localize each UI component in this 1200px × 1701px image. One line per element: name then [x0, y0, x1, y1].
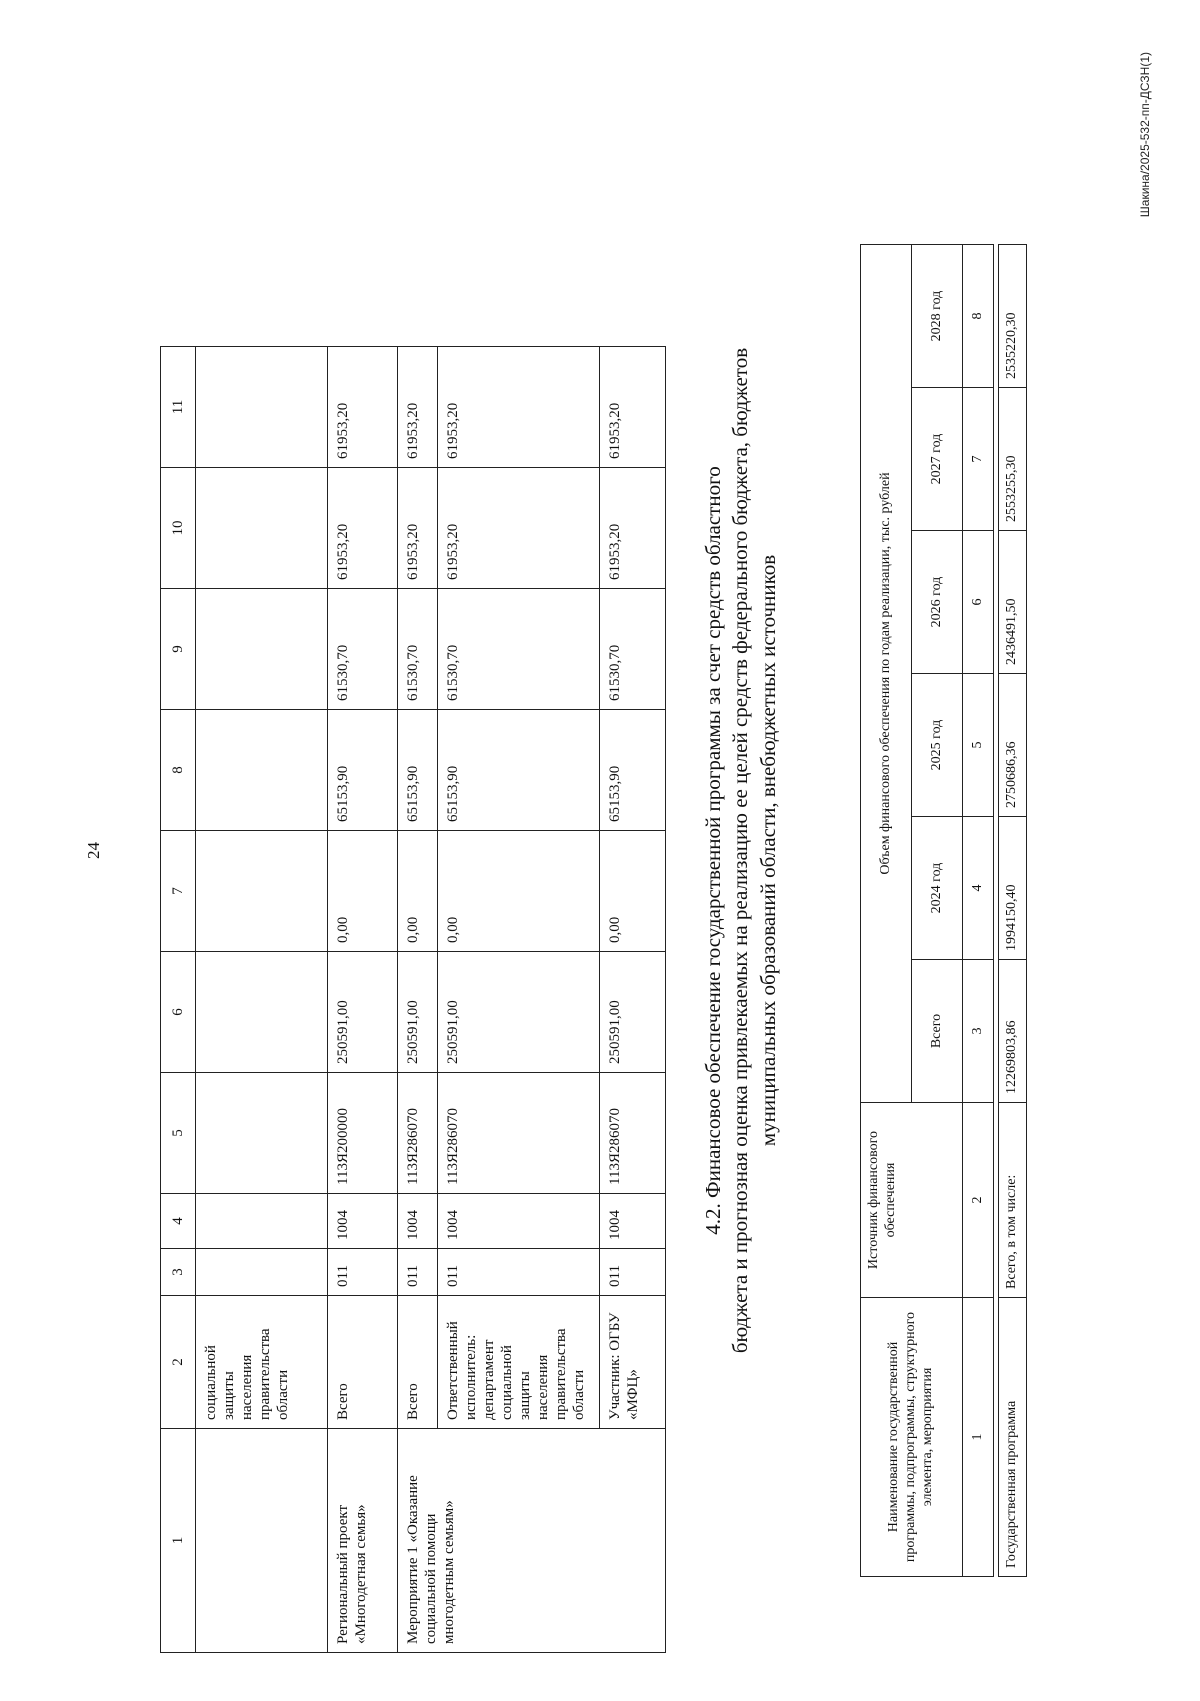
header-row: [861, 245, 912, 1577]
column-number: 3: [161, 1249, 196, 1296]
table-cell: 2750686,36: [999, 674, 1027, 817]
table-row: [328, 347, 398, 1653]
table-cell: 113Я200000: [328, 1073, 398, 1194]
table-cell: 2535220,30: [999, 245, 1027, 388]
header-name: Наименование государственной программы, подпрограммы, структурного элемента, мероприятия: [861, 1298, 963, 1577]
year-header: Всего: [912, 960, 963, 1103]
column-number-row: [963, 245, 994, 1577]
table-cell: 61953,20: [438, 468, 600, 589]
page-number: 24: [84, 842, 103, 859]
column-number: 4: [963, 817, 994, 960]
column-number: 2: [161, 1296, 196, 1429]
table-cell: 65153,90: [600, 710, 666, 831]
table-cell: 1994150,40: [999, 817, 1027, 960]
section-heading-line: бюджета и прогнозная оценка привлекаемых на реализацию ее целей средств федерального бюджета, бюджетов: [728, 347, 753, 1354]
table-cell: 011: [438, 1249, 600, 1296]
table-cell: 250591,00: [328, 952, 398, 1073]
table-cell: [196, 347, 328, 468]
table-cell: 61530,70: [600, 589, 666, 710]
table-cell: [196, 1194, 328, 1249]
table-cell: Всего, в том числе:: [999, 1103, 1027, 1298]
column-number: 3: [963, 960, 994, 1103]
table-row: [999, 245, 1027, 1577]
table-cell: 61953,20: [328, 347, 398, 468]
table-cell: 61530,70: [328, 589, 398, 710]
table-cell: Всего: [328, 1296, 398, 1429]
table-cell: 61953,20: [328, 468, 398, 589]
column-number: 4: [161, 1194, 196, 1249]
table-cell: [196, 710, 328, 831]
table-cell: 011: [328, 1249, 398, 1296]
column-number: 6: [963, 531, 994, 674]
table-cell: [196, 468, 328, 589]
table-cell: Всего: [398, 1296, 438, 1429]
column-number: 1: [161, 1429, 196, 1653]
table-cell: 1004: [398, 1194, 438, 1249]
column-number: 1: [963, 1298, 994, 1577]
table-cell: 65153,90: [328, 710, 398, 831]
table-cell: 61530,70: [438, 589, 600, 710]
table-cell: 1004: [438, 1194, 600, 1249]
table-cell: Региональный проект «Многодетная семья»: [328, 1429, 398, 1653]
financing-table: [860, 244, 1027, 1577]
column-number: 9: [161, 589, 196, 710]
section-heading-line: 4.2. Финансовое обеспечение государственной программы за счет средств областного: [701, 466, 725, 1235]
year-header: 2026 год: [912, 531, 963, 674]
table-cell: 61953,20: [600, 468, 666, 589]
column-number: 7: [963, 388, 994, 531]
table-cell: 2553255,30: [999, 388, 1027, 531]
table-cell: Ответственный исполнитель: департамент социальной защиты населения правительства области: [438, 1296, 600, 1429]
column-number: 10: [161, 468, 196, 589]
column-number: 8: [161, 710, 196, 831]
column-number-row: [161, 347, 196, 1653]
table-cell: 250591,00: [438, 952, 600, 1073]
table-cell: 113Я286070: [398, 1073, 438, 1194]
header-source: Источник финансового обеспечения: [861, 1103, 963, 1298]
document-code: Шакина/2025-532-пп-ДСЗН(1): [1138, 52, 1152, 218]
table-cell: 0,00: [600, 831, 666, 952]
header-volume: Объем финансового обеспечения по годам реализации, тыс. рублей: [861, 245, 912, 1103]
table-cell: 011: [600, 1249, 666, 1296]
column-number: 11: [161, 347, 196, 468]
table-row: [196, 347, 328, 1653]
table-cell: 250591,00: [600, 952, 666, 1073]
table-cell: [196, 831, 328, 952]
table-cell: Мероприятие 1 «Оказание социальной помощи многодетным семьям»: [398, 1429, 666, 1653]
table-cell: [196, 1249, 328, 1296]
year-header: 2027 год: [912, 388, 963, 531]
table-cell: 113Я286070: [438, 1073, 600, 1194]
table-cell: 113Я286070: [600, 1073, 666, 1194]
table-cell: 61953,20: [600, 347, 666, 468]
table-cell: 2436491,50: [999, 531, 1027, 674]
year-header: 2024 год: [912, 817, 963, 960]
column-number: 2: [963, 1103, 994, 1298]
table-cell: Государственная программа: [999, 1298, 1027, 1577]
table-cell: 0,00: [398, 831, 438, 952]
table-cell: 0,00: [438, 831, 600, 952]
table-cell: социальной защиты населения правительства области: [196, 1296, 328, 1429]
section-heading: [700, 0, 782, 1701]
table-cell: 1004: [600, 1194, 666, 1249]
table-cell: [196, 1073, 328, 1194]
table-cell: 250591,00: [398, 952, 438, 1073]
table-cell: 61953,20: [398, 347, 438, 468]
table-cell: Участник: ОГБУ «МФЦ»: [600, 1296, 666, 1429]
continuation-table: [160, 346, 666, 1653]
year-header: 2025 год: [912, 674, 963, 817]
column-number: 7: [161, 831, 196, 952]
column-number: 5: [161, 1073, 196, 1194]
column-number: 6: [161, 952, 196, 1073]
table-cell: [196, 1429, 328, 1653]
table-cell: 61953,20: [398, 468, 438, 589]
table-cell: [196, 589, 328, 710]
table-cell: 011: [398, 1249, 438, 1296]
table-cell: [196, 952, 328, 1073]
table-row: [398, 347, 438, 1653]
table-cell: 1004: [328, 1194, 398, 1249]
table-cell: 12269803,86: [999, 960, 1027, 1103]
column-number: 5: [963, 674, 994, 817]
table-cell: 61953,20: [438, 347, 600, 468]
section-heading-line: муниципальных образований области, внебюджетных источников: [755, 554, 780, 1147]
year-header: 2028 год: [912, 245, 963, 388]
table-cell: 0,00: [328, 831, 398, 952]
table-cell: 61530,70: [398, 589, 438, 710]
column-number: 8: [963, 245, 994, 388]
table-cell: 65153,90: [438, 710, 600, 831]
table-cell: 65153,90: [398, 710, 438, 831]
